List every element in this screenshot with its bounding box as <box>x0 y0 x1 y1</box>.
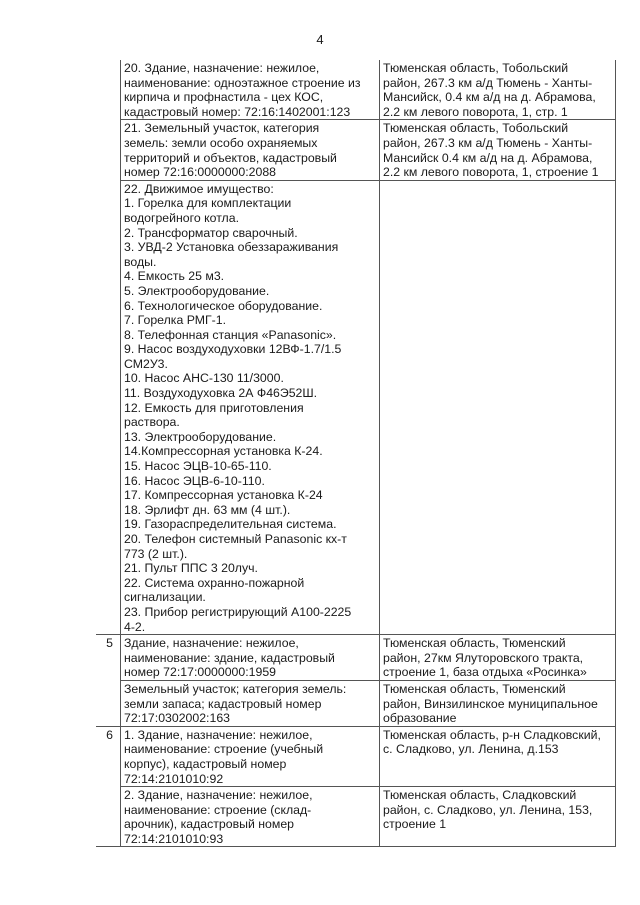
description-line: 8. Телефонная станция «Panasonic». <box>124 327 337 342</box>
property-table <box>96 60 616 847</box>
row-number-cell: 6 <box>96 726 121 786</box>
row-number-cell <box>96 680 121 726</box>
address-line: район, 267.3 км а/д Тюмень - Ханты- <box>383 75 593 90</box>
description-line: 18. Эрлифт дн. 63 мм (4 шт.). <box>124 502 291 517</box>
description-line: 72:14:2101010:93 <box>124 831 224 846</box>
address-line: Тюменская область, Тобольский <box>383 61 569 75</box>
description-line: 773 (2 шт.). <box>124 546 188 561</box>
description-line: арочник), кадастровый номер <box>124 817 295 832</box>
description-line: 13. Электрооборудование. <box>124 429 277 444</box>
property-table-body <box>96 60 616 847</box>
description-line: 2. Здание, назначение: нежилое, <box>124 788 313 803</box>
description-line: наименование: строение (склад- <box>124 802 312 817</box>
address-line: строение 1, база отдыха «Росинка» <box>383 665 587 680</box>
description-line: 7. Горелка РМГ-1. <box>124 313 227 328</box>
description-line: 3. УВД-2 Установка обеззараживания <box>124 240 339 255</box>
property-description-cell <box>121 726 380 786</box>
address-line: с. Сладково, ул. Ленина, д.153 <box>383 742 559 757</box>
property-description-cell <box>121 180 380 634</box>
description-line: 1. Здание, назначение: нежилое, <box>124 727 313 742</box>
address-line: Тюменская область, р-н Сладковский, <box>383 727 601 742</box>
address-line: район, 267.3 км а/д Тюмень - Ханты- <box>383 135 593 150</box>
description-line: 19. Газораспределительная система. <box>124 517 337 532</box>
row-number-cell: 5 <box>96 635 121 681</box>
description-line: СМ2У3. <box>124 356 168 371</box>
description-line: раствора. <box>124 415 180 430</box>
description-line: воды. <box>124 254 157 269</box>
address-line: образование <box>383 711 457 726</box>
description-line: 9. Насос воздуходуховки 12ВФ-1.7/1.5 <box>124 342 342 357</box>
property-description-cell <box>121 680 380 726</box>
row-number-cell <box>96 60 121 120</box>
page-number: 4 <box>316 32 324 47</box>
row-number-cell <box>96 787 121 847</box>
description-line: 20. Телефон системный Panasonic кх-т <box>124 532 347 546</box>
property-address-cell <box>380 60 616 120</box>
property-address-cell <box>380 180 616 634</box>
description-line: 21. Земельный участок, категория <box>124 121 320 136</box>
description-line: 4-2. <box>124 619 146 634</box>
property-address-cell <box>380 787 616 847</box>
address-line: Мансийск, 0.4 км а/д на д. Абрамова, <box>383 90 596 105</box>
table-row <box>96 60 616 120</box>
table-row <box>96 726 616 786</box>
property-address-cell <box>380 635 616 681</box>
property-address-cell <box>380 680 616 726</box>
address-line: Тюменская область, Тюменский <box>383 636 566 651</box>
address-line: Тюменская область, Тобольский <box>383 121 569 136</box>
table-row <box>96 120 616 180</box>
property-description-cell <box>121 787 380 847</box>
description-line: территорий и объектов, кадастровый <box>124 150 337 165</box>
description-line: номер 72:16:0000000:2088 <box>124 165 277 180</box>
address-line: Мансийск 0.4 км а/д на д. Абрамова, <box>383 150 593 165</box>
address-line: 2.2 км левого поворота, 1, строение 1 <box>383 165 599 180</box>
row-number-cell <box>96 120 121 180</box>
description-line: сигнализации. <box>124 590 206 605</box>
row-number-cell <box>96 180 121 634</box>
description-line: 14.Компрессорная установка К-24. <box>124 444 323 459</box>
description-line: 11. Воздуходуховка 2А Ф46Э52Ш. <box>124 386 318 401</box>
table-row <box>96 180 616 634</box>
description-line: 4. Емкость 25 м3. <box>124 269 225 284</box>
description-line: 10. Насос АНС-130 11/3000. <box>124 371 284 386</box>
address-line: район, 27км Ялуторовского тракта, <box>383 650 584 665</box>
description-line: 23. Прибор регистрирующий А100-2225 <box>124 604 352 619</box>
description-line: наименование: здание, кадастровый <box>124 650 335 665</box>
description-line: 15. Насос ЭЦВ-10-65-110. <box>124 459 272 474</box>
description-line: Здание, назначение: нежилое, <box>124 636 299 651</box>
address-line: Тюменская область, Сладковский <box>383 788 577 803</box>
property-address-cell <box>380 120 616 180</box>
description-line: 17. Компрессорная установка К-24 <box>124 488 323 503</box>
address-line: район, Винзилинское муниципальное <box>383 696 598 711</box>
description-line: 72:14:2101010:92 <box>124 771 224 786</box>
description-line: 22. Движимое имущество: <box>124 181 274 196</box>
description-line: номер 72:17:0000000:1959 <box>124 665 277 680</box>
address-line: Тюменская область, Тюменский <box>383 681 566 696</box>
description-line: наименование: строение (учебный <box>124 742 324 757</box>
description-line: 16. Насос ЭЦВ-6-10-110. <box>124 473 265 488</box>
description-line: кирпича и профнастила - цех КОС, <box>124 90 324 105</box>
property-address-cell <box>380 726 616 786</box>
description-line: 5. Электрооборудование. <box>124 283 270 298</box>
description-line: 1. Горелка для комплектации <box>124 196 292 211</box>
table-row <box>96 635 616 681</box>
description-line: 72:17:0302002:163 <box>124 711 230 726</box>
description-line: кадастровый номер: 72:16:1402001:123 <box>124 104 351 119</box>
description-line: наименование: одноэтажное строение из <box>124 75 361 90</box>
description-line: 2. Трансформатор сварочный. <box>124 225 298 240</box>
description-line: 20. Здание, назначение: нежилое, <box>124 61 320 75</box>
description-line: земель: земли особо охраняемых <box>124 135 318 150</box>
property-description-cell <box>121 60 380 120</box>
table-row <box>96 787 616 847</box>
description-line: 22. Система охранно-пожарной <box>124 575 305 590</box>
table-row <box>96 680 616 726</box>
address-line: район, с. Сладково, ул. Ленина, 153, <box>383 802 593 817</box>
address-line: 2.2 км левого поворота, 1, стр. 1 <box>383 104 568 119</box>
description-line: корпус), кадастровый номер <box>124 756 287 771</box>
property-description-cell <box>121 635 380 681</box>
description-line: водогрейного котла. <box>124 210 239 225</box>
description-line: 21. Пульт ППС 3 20луч. <box>124 561 258 576</box>
description-line: земли запаса; кадастровый номер <box>124 696 322 711</box>
description-line: 6. Технологическое оборудование. <box>124 298 323 313</box>
description-line: Земельный участок; категория земель: <box>124 681 347 696</box>
property-description-cell <box>121 120 380 180</box>
address-line: строение 1 <box>383 817 447 832</box>
description-line: 12. Емкость для приготовления <box>124 400 304 415</box>
